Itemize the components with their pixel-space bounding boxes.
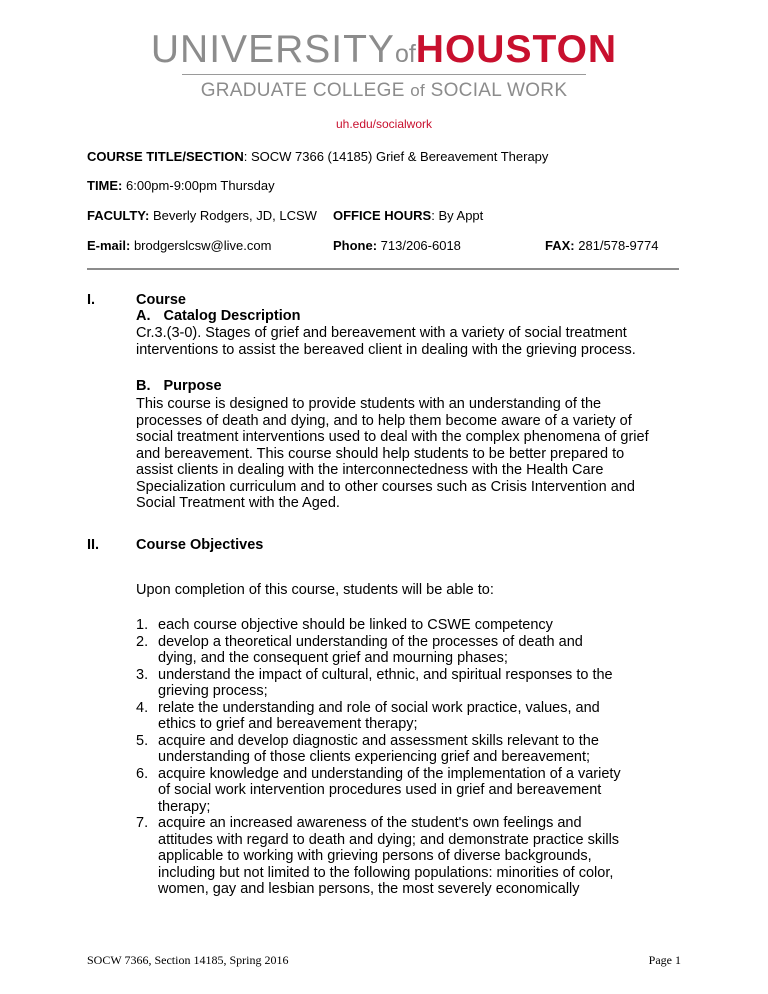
subsection-a-heading [136,308,300,325]
course-title-label: COURSE TITLE/SECTION [87,149,244,164]
objective-line: ethics to grief and bereavement therapy; [158,716,418,732]
objective-item [136,617,696,634]
fax-label: FAX: [545,238,575,253]
objective-line: understand the impact of cultural, ethnic, and spiritual responses to the [158,666,613,683]
objective-line: therapy; [158,798,211,815]
subsection-a-letter: A. [136,308,151,324]
email-value[interactable]: brodgerslcsw@live.com [130,238,272,253]
catalog-description [136,325,636,358]
purpose-line: assist clients in dealing with the interconnectedness with the Health Care [136,462,604,478]
objective-number: 7. [136,815,149,831]
objectives-intro: Upon completion of this course, students will be able to: [136,582,494,598]
objective-item [136,766,696,816]
objective-number: 3. [136,666,149,683]
objective-line: acquire knowledge and understanding of the implementation of a variety [158,765,621,782]
phone-label: Phone: [333,238,378,253]
logo-university-text: UNIVERSITY [150,28,395,71]
email-label: E-mail: [87,238,131,253]
time-value: 6:00pm-9:00pm Thursday [122,178,275,193]
college-name-part-1: GRADUATE COLLEGE [200,80,411,101]
purpose-paragraph [136,396,649,512]
objective-item [136,634,696,667]
faculty-label: FACULTY: [87,208,150,223]
objective-line: of social work intervention procedures used in grief and bereavement [158,782,602,798]
office-hours-label: OFFICE HOURS [333,208,432,223]
faculty-value: Beverly Rodgers, JD, LCSW [149,208,317,223]
objective-line: understanding of those clients experiencing grief and bereavement; [158,749,591,765]
college-name [0,80,768,102]
subsection-b-title: Purpose [163,378,222,394]
fax-line [545,238,658,253]
objective-line: acquire an increased awareness of the student's own feelings and [158,815,582,831]
objective-line: develop a theoretical understanding of the processes of death and [158,633,583,650]
purpose-line: social treatment interventions used to deal with the complex phenomena of grief [136,429,649,445]
objective-number: 5. [136,732,149,749]
objective-line: including but not limited to the following populations: minorities of color, [158,864,614,881]
course-title-value: : SOCW 7366 (14185) Grief & Bereavement Therapy [243,149,549,164]
purpose-line: Social Treatment with the Aged. [136,495,340,511]
subsection-b-letter: B. [136,378,151,394]
objective-item [136,667,696,700]
subsection-a-title: Catalog Description [163,308,301,324]
fax-value: 281/578-9774 [574,238,659,253]
section-1-heading: Course [136,292,186,308]
objective-line: acquire and develop diagnostic and assessment skills relevant to the [158,732,599,749]
objective-line: grieving process; [158,683,268,699]
objective-line: women, gay and lesbian persons, the most severely economically [158,881,580,897]
email-line [87,238,271,253]
purpose-line: and bereavement. This course should help students to be better prepared to [136,445,625,462]
objective-line: attitudes with regard to death and dying; and demonstrate practice skills [158,831,620,848]
purpose-line: processes of death and dying, and to help them become aware of a variety of [136,412,632,429]
objective-line: relate the understanding and role of social work practice, values, and [158,699,600,716]
subsection-b-heading [136,378,222,395]
section-2-heading: Course Objectives [136,537,264,553]
objective-number: 2. [136,633,149,650]
objective-item [136,815,696,898]
purpose-line: Specialization curriculum and to other courses such as Crisis Intervention and [136,478,635,495]
faculty-line [87,208,317,223]
footer-page-number: Page 1 [648,953,681,967]
website-link[interactable]: uh.edu/socialwork [335,117,433,131]
objective-line: applicable to working with grieving persons of diverse backgrounds, [158,848,592,864]
logo-divider [182,74,586,75]
university-logo [0,28,768,72]
logo-of-text: of [394,40,416,68]
section-1-numeral: I. [87,292,96,308]
catalog-line: interventions to assist the bereaved client in dealing with the grieving process. [136,341,636,358]
logo-houston-text: HOUSTON [415,28,618,71]
college-name-of: of [410,81,426,100]
objective-number: 1. [136,617,149,633]
header-divider [87,268,679,270]
objectives-list [136,617,696,898]
office-hours-value: : By Appt [431,208,484,223]
phone-line [333,238,461,253]
section-2-numeral: II. [87,537,100,553]
course-title-line [87,149,548,164]
objective-number: 6. [136,765,149,782]
footer-course-info: SOCW 7366, Section 14185, Spring 2016 [87,953,289,967]
office-hours-line [333,208,483,223]
time-label: TIME: [87,178,123,193]
college-name-part-2: SOCIAL WORK [425,80,568,101]
objective-number: 4. [136,699,149,716]
objective-line: each course objective should be linked to CSWE competency [158,617,553,633]
objective-item [136,733,696,766]
objective-item [136,700,696,733]
time-line [87,178,275,193]
objective-line: dying, and the consequent grief and mourning phases; [158,650,508,666]
purpose-line: This course is designed to provide students with an understanding of the [136,396,602,412]
catalog-line: Cr.3.(3-0). Stages of grief and bereavement with a variety of social treatment [136,325,627,341]
phone-value: 713/206-6018 [377,238,461,253]
